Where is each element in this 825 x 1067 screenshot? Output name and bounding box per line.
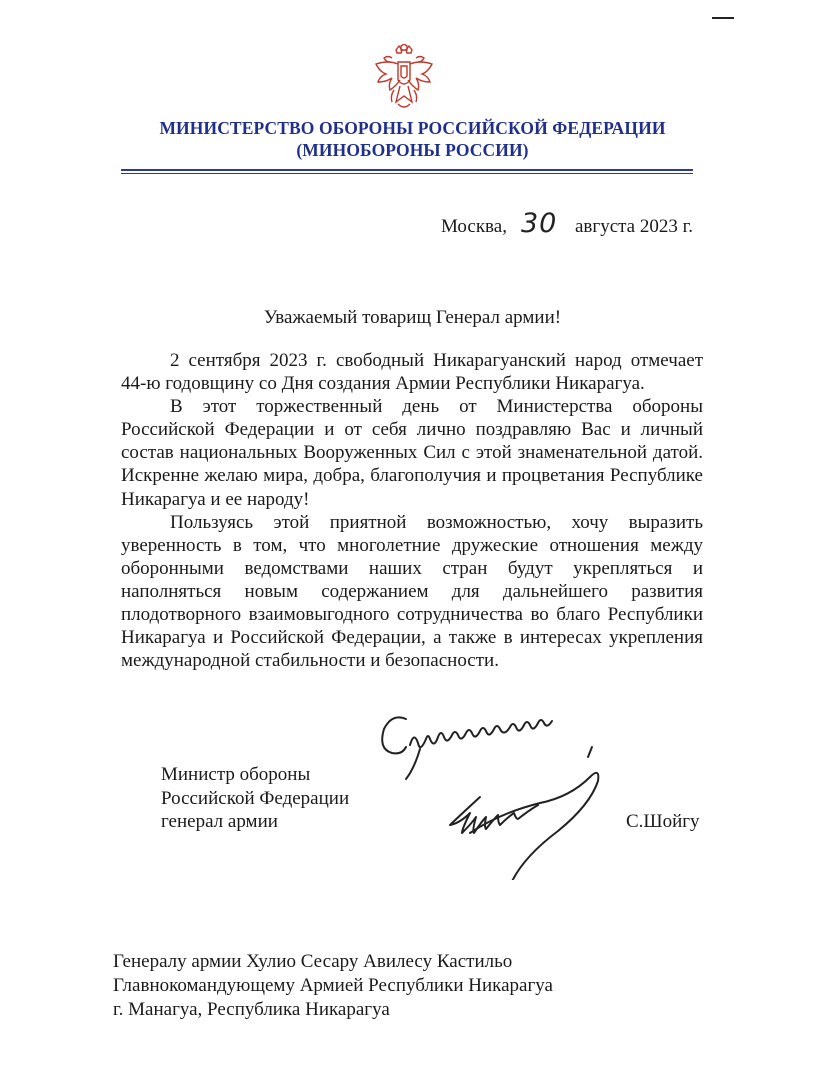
signatory-title-line: Министр обороны xyxy=(161,764,311,785)
header-divider-thick xyxy=(121,169,693,171)
ministry-title: МИНИСТЕРСТВО ОБОРОНЫ РОССИЙСКОЙ ФЕДЕРАЦИИ xyxy=(159,118,666,138)
header-divider-thin xyxy=(121,173,693,174)
handwritten-signature xyxy=(370,705,670,880)
paragraph: В этот торжественный день от Министерства обороны Российской Федерации и от себя лично поздравляю Вас и личный состав национальных Вооруженных Сил с этой знаменательной датой. Искренне желаю мира, добра, благополучия и процветания Республике Никарагуа и ее народу! xyxy=(121,396,703,510)
addressee-line: Главнокомандующему Армией Республики Никарагуа xyxy=(113,975,553,996)
addressee-block xyxy=(113,950,553,1022)
date-month-year: августа 2023 г. xyxy=(575,216,693,237)
date-city: Москва, xyxy=(441,216,507,237)
corner-mark xyxy=(712,17,734,19)
addressee-line: г. Манагуа, Республика Никарагуа xyxy=(113,999,390,1020)
ministry-short-title: (МИНОБОРОНЫ РОССИИ) xyxy=(296,140,529,160)
paragraph: 2 сентября 2023 г. свободный Никарагуанский народ отмечает 44-ю годовщину со Дня создания Армии Республики Никарагуа. xyxy=(121,350,703,395)
letter-body xyxy=(121,349,703,672)
signatory-title-line: Российской Федерации xyxy=(161,787,350,809)
signatory-title xyxy=(161,763,349,834)
greeting: Уважаемый товарищ Генерал армии! xyxy=(263,307,562,328)
signatory-title-line: генерал армии xyxy=(161,811,278,832)
paragraph: Пользуясь этой приятной возможностью, хочу выразить уверенность в том, что многолетние дружеские отношения между оборонными ведомствами наших стран будут укрепляться и наполняться новым содержанием для дальнейшего развития плодотворного взаимовыгодного сотрудничества во благо Республики Никарагуа и Российской Федерации, а также в интересах укрепления международной стабильности и безопасности. xyxy=(121,511,703,672)
addressee-line: Генералу армии Хулио Сесару Авилесу Кастильо xyxy=(113,951,513,972)
signatory-name: С.Шойгу xyxy=(626,811,700,832)
date-day-handwritten: 30 xyxy=(521,208,558,239)
double-headed-eagle-icon xyxy=(372,44,436,114)
